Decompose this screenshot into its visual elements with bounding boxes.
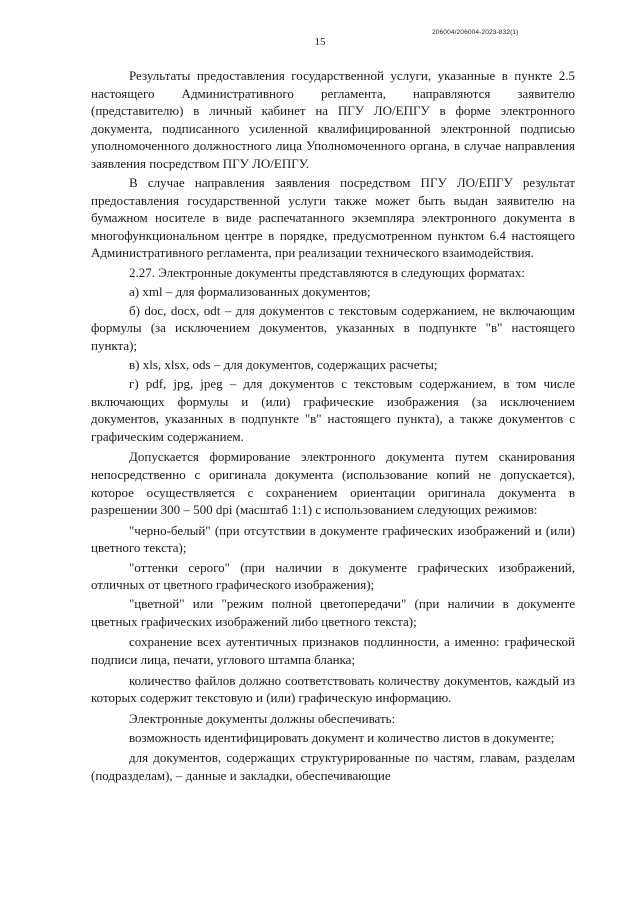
list-item-identify: возможность идентифицировать документ и количество листов в документе; xyxy=(129,729,555,745)
list-item-grayscale: "оттенки серого" (при наличии в документе графических изображений, отличных от цветного графического изображения); xyxy=(91,559,575,593)
list-item-black-white: "черно-белый" (при отсутствии в документе графических изображений и (или) цветного текста); xyxy=(91,522,575,556)
paragraph-requirements-intro: Электронные документы должны обеспечивать: xyxy=(129,710,396,726)
paragraph-results-delivery: Результаты предоставления государственной услуги, указанные в пункте 2.5 настоящего Административного регламента, направляются заявителю (представителю) в личный кабинет на ПГУ ЛО/ЕПГУ в форме электронного документа, подписанного усиленной квалифицированной электронной подписью уполномоченного должностного лица Уполномоченного органа, в случае направления заявления посредством ПГУ ЛО/ЕПГУ. xyxy=(91,68,575,171)
list-item-xls: в) xls, xlsx, ods – для документов, содержащих расчеты; xyxy=(129,357,438,372)
list-item-pdf: г) pdf, jpg, jpeg – для документов с текстовым содержанием, в том числе включающих формулы и (или) графические изображения (за исключением документов, указанных в подпункте "в" настоящего пункта), а также документов с графическим содержанием. xyxy=(91,376,575,444)
document-id: 206004/206004-2023-832(1) xyxy=(432,29,519,36)
page-number: 15 xyxy=(314,36,326,48)
document-body xyxy=(91,67,575,785)
paragraph-formats-intro: 2.27. Электронные документы представляются в следующих форматах: xyxy=(129,264,525,280)
paragraph-paper-copy: В случае направления заявления посредством ПГУ ЛО/ЕПГУ результат предоставления государственной услуги также может быть выдан заявителю на бумажном носителе в виде распечатанного экземпляра электронного документа в многофункциональном центре в порядке, предусмотренном пунктом 6.4 настоящего Административного регламента, при реализации технического взаимодействия. xyxy=(91,175,575,261)
list-item-xml: а) xml – для формализованных документов; xyxy=(129,283,371,299)
paragraph-file-count: количество файлов должно соответствовать количеству документов, каждый из которых содержит текстовую и (или) графическую информацию. xyxy=(91,672,575,706)
list-item-color: "цветной" или "режим полной цветопередачи" (при наличии в документе цветных графических изображений либо цветного текста); xyxy=(91,596,575,629)
paragraph-authenticity: сохранение всех аутентичных признаков подлинности, а именно: графической подписи лица, печати, углового штампа бланка; xyxy=(91,634,575,667)
paragraph-scanning: Допускается формирование электронного документа путем сканирования непосредственно с оригинала документа (использование копий не допускается), которое осуществляется с сохранением ориентации оригинала документа в разрешении 300 – 500 dpi (масштаб 1:1) с использованием следующих режимов: xyxy=(91,449,575,518)
list-item-structured: для документов, содержащих структурированные по частям, главам, разделам (подразделам), – данные и закладки, обеспечивающие xyxy=(91,750,575,784)
list-item-doc: б) doc, docx, odt – для документов с текстовым содержанием, не включающим формулы (за исключением документов, указанных в подпункте "в" настоящего пункта); xyxy=(91,302,575,353)
